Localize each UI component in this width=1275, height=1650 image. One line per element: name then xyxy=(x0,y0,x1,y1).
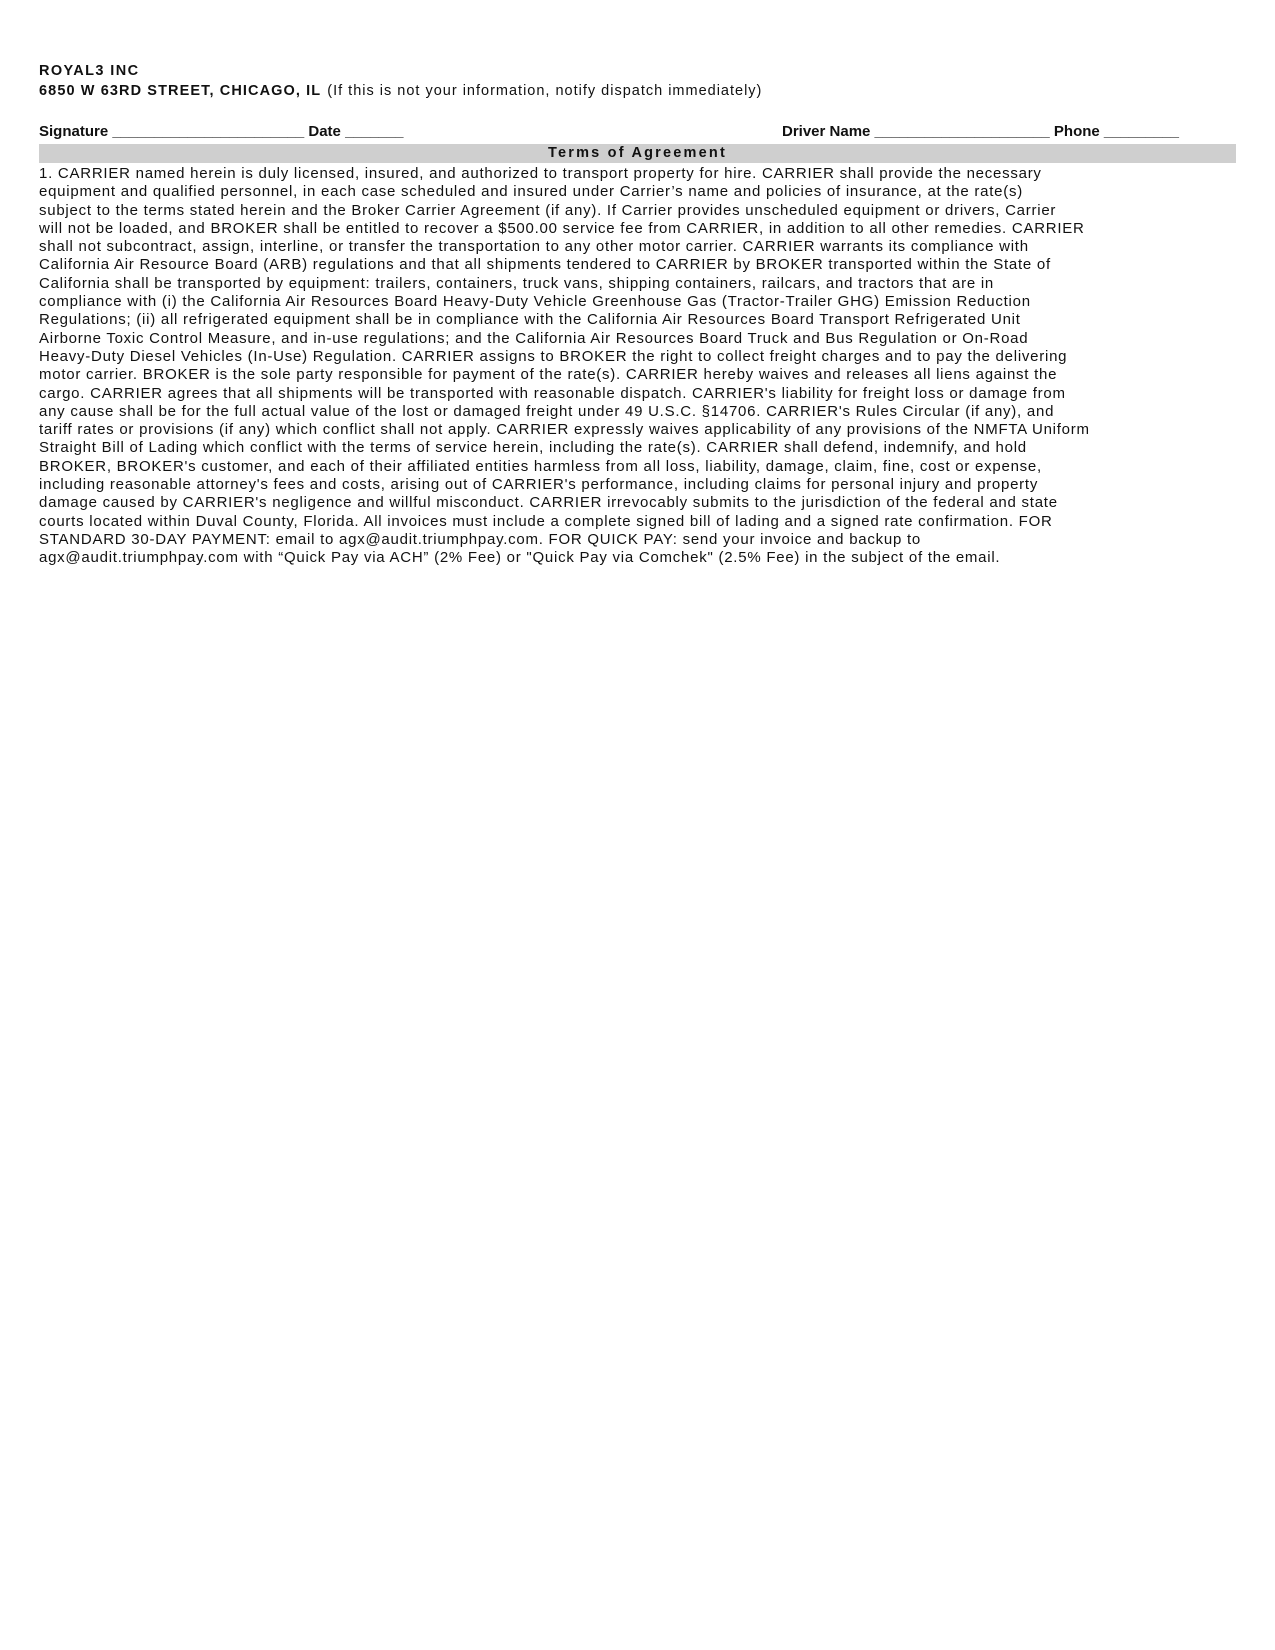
terms-line: including reasonable attorney's fees and costs, arising out of CARRIER's performance, including claims for personal injury and property xyxy=(39,476,1039,494)
terms-line: Airborne Toxic Control Measure, and in-use regulations; and the California Air Resources Board Truck and Bus Regulation or On-Road xyxy=(39,329,1029,347)
terms-line: tariff rates or provisions (if any) which conflict shall not apply. CARRIER expressly waives applicability of any provisions of the NMFTA Uniform xyxy=(39,421,1090,439)
terms-line: STANDARD 30-DAY PAYMENT: email to agx@audit.triumphpay.com. FOR QUICK PAY: send your invoice and backup to xyxy=(39,530,921,548)
terms-line: Regulations; (ii) all refrigerated equipment shall be in compliance with the California Air Resources Board Transport Refrigerated Unit xyxy=(39,311,1021,329)
terms-line: agx@audit.triumphpay.com with “Quick Pay via ACH” (2% Fee) or "Quick Pay via Comchek" (2.5% Fee) in the subject of the email. xyxy=(39,549,1001,567)
terms-line: will not be loaded, and BROKER shall be entitled to recover a $500.00 service fee from CARRIER, in addition to all other remedies. CARRIER xyxy=(39,219,1085,237)
terms-line: California Air Resource Board (ARB) regulations and that all shipments tendered to CARRIER by BROKER transported within the State of xyxy=(39,256,1051,274)
terms-line: shall not subcontract, assign, interline, or transfer the transportation to any other motor carrier. CARRIER warrants its compliance with xyxy=(39,238,1029,256)
terms-line: Heavy-Duty Diesel Vehicles (In-Use) Regulation. CARRIER assigns to BROKER the right to collect freight charges and to pay the delivering xyxy=(39,347,1068,365)
terms-line: California shall be transported by equipment: trailers, containers, truck vans, shipping containers, railcars, and tractors that are in xyxy=(39,274,995,292)
signature-row xyxy=(39,122,1239,142)
driver-phone-field: Driver Name _____________________ Phone _________ xyxy=(782,123,1179,140)
terms-body xyxy=(39,165,1244,568)
address-line xyxy=(39,81,1239,101)
signature-date-field: Signature _______________________ Date _______ xyxy=(39,123,404,140)
terms-line: equipment and qualified personnel, in each case scheduled and insured under Carrier’s name and policies of insurance, at the rate(s) xyxy=(39,183,1023,201)
terms-line: motor carrier. BROKER is the sole party responsible for payment of the rate(s). CARRIER hereby waives and releases all liens against the xyxy=(39,366,1058,384)
terms-line: subject to the terms stated herein and the Broker Carrier Agreement (if any). If Carrier provides unscheduled equipment or drivers, Carrier xyxy=(39,201,1057,219)
terms-line: cargo. CARRIER agrees that all shipments will be transported with reasonable dispatch. CARRIER's liability for freight loss or damage from xyxy=(39,384,1066,402)
document-page xyxy=(39,62,1239,568)
terms-line: 1. CARRIER named herein is duly licensed, insured, and authorized to transport property for hire. CARRIER shall provide the necessary xyxy=(39,165,1042,182)
terms-line: any cause shall be for the full actual value of the lost or damaged freight under 49 U.S.C. §14706. CARRIER's Rules Circular (if any), and xyxy=(39,402,1055,420)
company-name: ROYAL3 INC xyxy=(39,63,140,79)
company-address: 6850 W 63RD STREET, CHICAGO, IL xyxy=(39,83,322,99)
address-note: (If this is not your information, notify dispatch immediately) xyxy=(327,83,763,99)
terms-title: Terms of Agreement xyxy=(39,144,1236,163)
terms-line: courts located within Duval County, Florida. All invoices must include a complete signed bill of lading and a signed rate confirmation. FOR xyxy=(39,512,1053,530)
terms-line: BROKER, BROKER's customer, and each of their affiliated entities harmless from all loss, liability, damage, claim, fine, cost or expense, xyxy=(39,457,1042,475)
terms-line: compliance with (i) the California Air Resources Board Heavy-Duty Vehicle Greenhouse Gas (Tractor-Trailer GHG) Emission Reduction xyxy=(39,293,1031,311)
terms-line: damage caused by CARRIER's negligence and willful misconduct. CARRIER irrevocably submits to the jurisdiction of the federal and state xyxy=(39,494,1058,512)
terms-line: Straight Bill of Lading which conflict with the terms of service herein, including the rate(s). CARRIER shall defend, indemnify, and hold xyxy=(39,439,1027,457)
